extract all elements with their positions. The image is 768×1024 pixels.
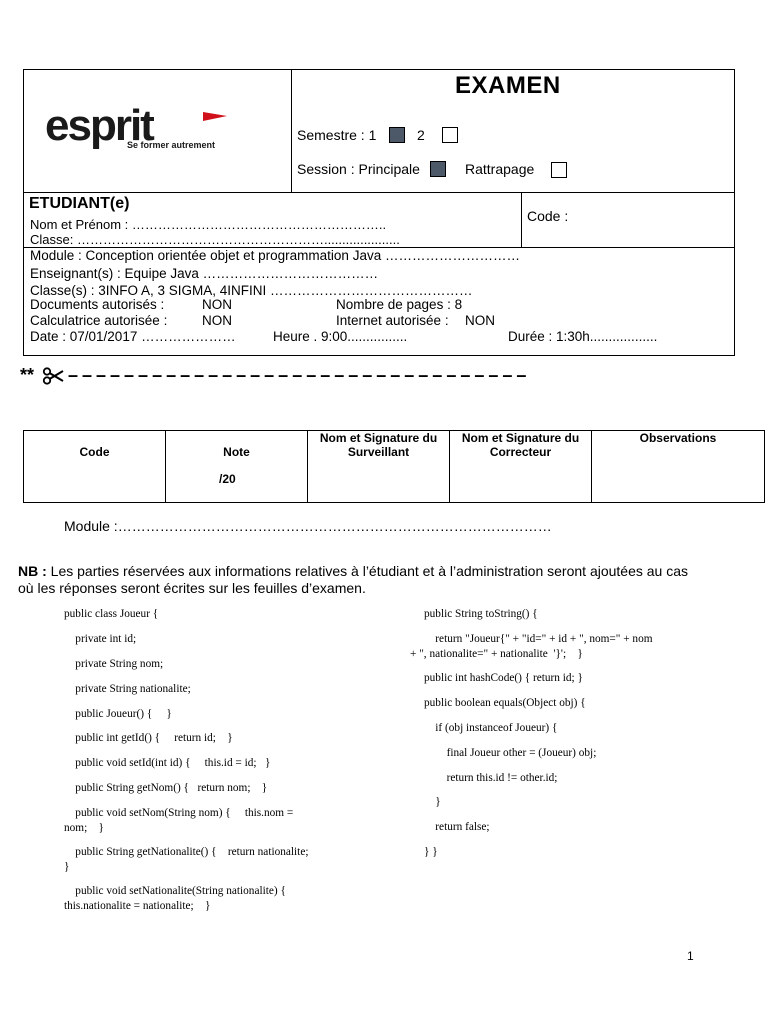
module-line: Module : Conception orientée objet et programmation Java ………………………… [30,248,520,263]
teacher-line: Enseignant(s) : Equipe Java ………………………………… [30,266,379,281]
code-line: private int id; [64,633,137,645]
logo-flag-icon [203,112,227,121]
code-line: public void setNom(String nom) { this.nom = [64,807,294,819]
date-line: Date : 07/01/2017 ………………… [30,329,236,344]
code-line: } [64,861,70,873]
grade-table [23,430,765,503]
docs-label: Documents autorisés : [30,297,165,312]
student-class-field[interactable]: Classe: …………………………………………………..................... [30,232,400,247]
internet-value: NON [465,313,495,328]
classes-line: Classe(s) : 3INFO A, 3 SIGMA, 4INFINI ……………………………………… [30,283,473,298]
semester-1-checkbox[interactable] [389,127,405,143]
code-line: public int hashCode() { return id; } [424,672,583,684]
docs-value: NON [202,297,232,312]
grade-note-header: Note [223,445,250,459]
pages-label: Nombre de pages : 8 [336,297,463,312]
code-line: public Joueur() { } [64,708,172,720]
student-name-field[interactable]: Nom et Prénom : ………………………………………………….. [30,217,387,232]
code-line: } [424,796,441,808]
nb-label: NB : [18,563,47,579]
code-line: if (obj instanceof Joueur) { [424,722,558,734]
student-code-field[interactable]: Code : [527,208,569,224]
code-line: public String toString() { [424,608,538,620]
nb-line2: où les réponses seront écrites sur les feuilles d’examen. [18,580,366,596]
grade-correcteur-cell[interactable] [450,431,592,503]
code-line: nom; } [64,822,104,834]
nb-line1: Les parties réservées aux informations relatives à l’étudiant et à l’administration seront ajoutées au cas [46,563,689,579]
grade-code-cell[interactable] [24,431,166,503]
grade-code-header: Code [79,445,110,459]
grade-surveillant-header: Nom et Signature du Surveillant [319,431,438,459]
grade-surveillant-cell[interactable] [308,431,450,503]
code-line: + ", nationalite=" + nationalite '}'; } [410,648,583,660]
session-principale-checkbox[interactable] [430,161,446,177]
code-line: this.nationalite = nationalite; } [64,900,211,912]
code-line: private String nationalite; [64,683,191,695]
grade-note-value: /20 [219,472,236,486]
module-answer-line[interactable]: Module :………………………………………………………………………………… [64,518,552,534]
internet-label: Internet autorisée : [336,313,449,328]
header-divider-1 [24,192,734,193]
code-line: public boolean equals(Object obj) { [424,697,586,709]
rattrapage-label: Rattrapage [465,161,535,177]
session-label: Session : Principale [297,161,420,177]
cut-line [20,365,700,387]
semester-2-label: 2 [417,127,425,143]
code-line: public String getNom() { return nom; } [64,782,268,794]
esprit-logo-mark [45,104,235,160]
exam-title: EXAMEN [455,72,561,99]
header-vdivider-code [521,192,522,247]
calc-label: Calculatrice autorisée : [30,313,168,328]
code-line: } } [424,846,438,858]
esprit-logo [45,104,235,160]
grade-note-cell[interactable] [166,431,308,503]
code-line: public void setNationalite(String nationalite) { [64,885,286,897]
rattrapage-checkbox[interactable] [551,162,567,178]
grade-observations-header: Observations [639,431,717,445]
code-line: public void setId(int id) { this.id = id; } [64,757,271,769]
logo-tagline: Se former autrement [127,140,216,150]
code-line: private String nom; [64,658,164,670]
header-vdivider-logo [291,70,292,192]
code-line: public String getNationalite() { return nationalite; [64,846,309,858]
semester-label: Semestre : 1 [297,127,377,143]
student-heading: ETUDIANT(e) [29,195,130,212]
code-line: return this.id != other.id; [424,772,558,784]
code-line: return false; [424,821,490,833]
code-line: public int getId() { return id; } [64,732,233,744]
grade-observations-cell[interactable] [592,431,765,503]
code-line: return "Joueur{" + "id=" + id + ", nom=" + nom [424,633,653,645]
code-line: public class Joueur { [64,608,159,620]
nb-note [18,563,688,579]
duration-line: Durée : 1:30h.................. [508,329,658,344]
cut-line-dashes: – – – – – – – – – – – – – – – – – – – – – – – – – – – – – – – – – [68,365,526,385]
code-line: final Joueur other = (Joueur) obj; [424,747,597,759]
time-line: Heure . 9:00................ [273,329,408,344]
page-number: 1 [687,949,694,963]
scissors-icon [42,367,64,385]
grade-correcteur-header: Nom et Signature du Correcteur [461,431,580,459]
calc-value: NON [202,313,232,328]
logo-wordmark: esprit [45,104,153,150]
semester-2-checkbox[interactable] [442,127,458,143]
cut-line-prefix: ** [20,365,35,385]
